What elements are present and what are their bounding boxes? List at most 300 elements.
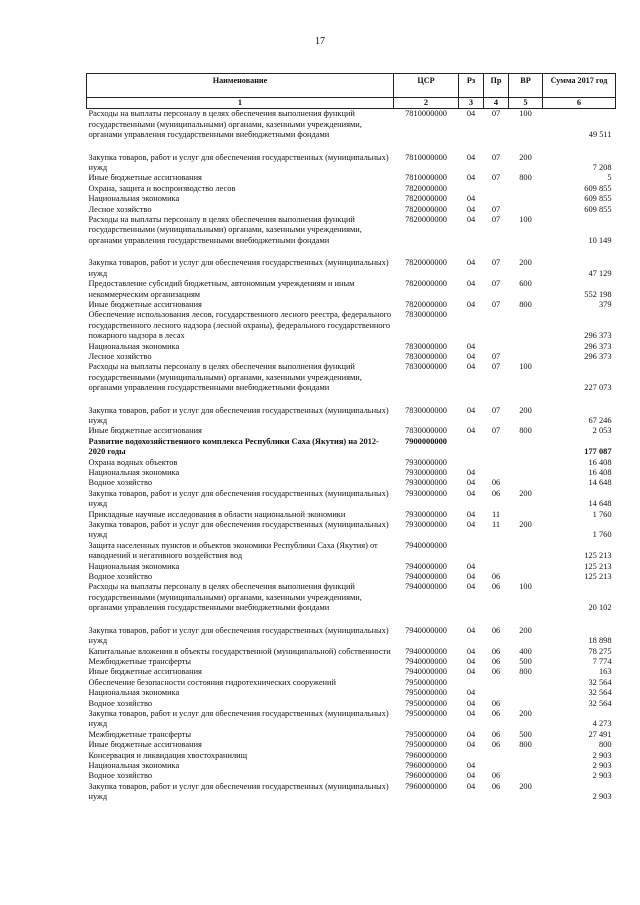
table-row bbox=[87, 657, 616, 667]
cell-pr: 07 bbox=[491, 109, 501, 119]
cell-rz bbox=[459, 458, 484, 468]
cell-sum: 609 855 bbox=[584, 204, 612, 214]
cell-name: Водное хозяйство bbox=[88, 572, 153, 582]
cell-rz: 04 bbox=[466, 204, 476, 214]
table-row bbox=[87, 300, 616, 310]
cell-sum: 5 bbox=[607, 173, 612, 183]
cell-csr: 7950000000 bbox=[405, 708, 447, 718]
table-row bbox=[87, 582, 616, 613]
cell-pr: 07 bbox=[491, 362, 501, 372]
cell-csr: 7830000000 bbox=[405, 362, 447, 372]
cell-name: Водное хозяйство bbox=[88, 698, 153, 708]
cell-rz bbox=[459, 437, 484, 458]
cell-name: Закупка товаров, работ и услуг для обеспечения государственных (муниципальных) нужд bbox=[88, 405, 389, 425]
spacer-cell bbox=[87, 614, 616, 626]
cell-csr: 7940000000 bbox=[405, 540, 447, 550]
cell-pr bbox=[484, 342, 509, 352]
table-row bbox=[87, 520, 616, 541]
cell-pr: 07 bbox=[491, 258, 501, 268]
cell-name: Капитальные вложения в объекты государственной (муниципальной) собственности bbox=[88, 646, 391, 656]
cell-pr bbox=[484, 458, 509, 468]
cell-name: Национальная экономика bbox=[88, 561, 180, 571]
header-pr: Пр bbox=[484, 74, 509, 98]
cell-pr bbox=[484, 310, 509, 341]
index-cell: 1 bbox=[87, 98, 394, 109]
cell-pr: 06 bbox=[491, 646, 501, 656]
cell-sum: 2 053 bbox=[592, 426, 612, 436]
cell-vr: 800 bbox=[519, 667, 532, 677]
cell-pr: 06 bbox=[491, 698, 501, 708]
cell-sum: 32 564 bbox=[588, 688, 612, 698]
table-row bbox=[87, 173, 616, 183]
cell-vr bbox=[509, 688, 543, 698]
cell-vr bbox=[509, 510, 543, 520]
index-cell: 5 bbox=[509, 98, 543, 109]
cell-rz: 04 bbox=[466, 109, 476, 119]
cell-rz: 04 bbox=[466, 656, 476, 666]
cell-name: Иные бюджетные ассигнования bbox=[88, 740, 202, 750]
table-row bbox=[87, 362, 616, 393]
table-row bbox=[87, 153, 616, 174]
cell-pr bbox=[484, 761, 509, 771]
cell-name: Закупка товаров, работ и услуг для обеспечения государственных (муниципальных) нужд bbox=[88, 488, 389, 509]
cell-rz: 04 bbox=[466, 646, 476, 656]
cell-csr: 7930000000 bbox=[405, 468, 447, 477]
cell-sum: 163 bbox=[598, 667, 612, 677]
cell-csr: 7820000000 bbox=[405, 279, 447, 289]
cell-name: Закупка товаров, работ и услуг для обеспечения государственных (муниципальных) нужд bbox=[88, 152, 389, 173]
cell-sum: 67 246 bbox=[588, 415, 612, 425]
cell-vr bbox=[509, 761, 543, 771]
cell-pr: 07 bbox=[491, 204, 501, 214]
cell-sum: 2 903 bbox=[592, 792, 612, 802]
cell-csr: 7960000000 bbox=[405, 781, 447, 791]
table-row bbox=[87, 258, 616, 279]
cell-rz: 04 bbox=[466, 468, 476, 477]
cell-rz: 04 bbox=[466, 173, 476, 183]
cell-sum: 227 073 bbox=[584, 383, 612, 393]
cell-rz: 04 bbox=[466, 362, 476, 372]
cell-csr: 7950000000 bbox=[405, 677, 447, 687]
cell-sum: 14 648 bbox=[588, 478, 612, 488]
cell-pr bbox=[484, 688, 509, 698]
table-row bbox=[87, 678, 616, 688]
cell-name: Водное хозяйство bbox=[88, 771, 153, 781]
cell-vr bbox=[509, 478, 543, 488]
header-csr: ЦСР bbox=[394, 74, 459, 98]
cell-sum: 125 213 bbox=[584, 572, 612, 582]
cell-name: Иные бюджетные ассигнования bbox=[88, 667, 202, 677]
cell-sum: 379 bbox=[598, 299, 612, 309]
cell-csr: 7810000000 bbox=[405, 152, 447, 162]
cell-rz bbox=[459, 184, 484, 194]
cell-name: Закупка товаров, работ и услуг для обеспечения государственных (муниципальных) нужд bbox=[88, 781, 389, 802]
cell-vr: 100 bbox=[519, 582, 532, 592]
cell-rz: 04 bbox=[466, 299, 476, 309]
cell-vr bbox=[509, 310, 543, 341]
cell-sum: 18 898 bbox=[588, 636, 612, 646]
cell-vr bbox=[509, 699, 543, 709]
index-row bbox=[87, 98, 616, 109]
cell-vr bbox=[509, 468, 543, 478]
cell-pr bbox=[484, 437, 509, 458]
table-row bbox=[87, 562, 616, 572]
cell-csr: 7940000000 bbox=[405, 646, 447, 656]
cell-vr bbox=[509, 458, 543, 468]
cell-rz bbox=[459, 751, 484, 761]
cell-vr bbox=[509, 572, 543, 582]
cell-csr: 7820000000 bbox=[405, 299, 447, 309]
cell-pr bbox=[484, 678, 509, 688]
cell-sum: 7 774 bbox=[592, 656, 612, 666]
cell-pr: 07 bbox=[491, 351, 501, 361]
header-row bbox=[87, 74, 616, 98]
cell-name: Охрана, защита и воспроизводство лесов bbox=[88, 183, 236, 193]
cell-csr: 7820000000 bbox=[405, 194, 447, 204]
table-row bbox=[87, 458, 616, 468]
cell-csr: 7830000000 bbox=[405, 310, 447, 320]
table-row bbox=[87, 510, 616, 520]
cell-name: Национальная экономика bbox=[88, 760, 180, 770]
cell-rz: 04 bbox=[466, 771, 476, 781]
cell-name: Иные бюджетные ассигнования bbox=[88, 299, 202, 309]
cell-sum: 32 564 bbox=[588, 677, 612, 687]
cell-vr bbox=[509, 194, 543, 204]
cell-pr: 06 bbox=[491, 625, 501, 635]
cell-rz: 04 bbox=[466, 194, 476, 204]
cell-name: Водное хозяйство bbox=[88, 478, 153, 488]
index-cell: 6 bbox=[543, 98, 616, 109]
cell-pr bbox=[484, 541, 509, 562]
cell-vr: 800 bbox=[519, 173, 532, 183]
cell-pr: 11 bbox=[491, 509, 501, 519]
table-row bbox=[87, 541, 616, 562]
cell-pr: 06 bbox=[491, 708, 501, 718]
cell-rz: 04 bbox=[466, 688, 476, 698]
table-row bbox=[87, 751, 616, 761]
cell-vr: 200 bbox=[519, 258, 532, 268]
cell-rz bbox=[459, 310, 484, 341]
cell-pr bbox=[484, 184, 509, 194]
cell-vr bbox=[509, 562, 543, 572]
cell-pr: 06 bbox=[491, 478, 501, 488]
cell-rz: 04 bbox=[466, 667, 476, 677]
cell-sum: 2 903 bbox=[592, 760, 612, 770]
spacer-cell bbox=[87, 246, 616, 258]
cell-sum: 2 903 bbox=[592, 750, 612, 760]
cell-pr: 11 bbox=[491, 520, 501, 530]
table-row bbox=[87, 437, 616, 458]
cell-rz: 04 bbox=[466, 351, 476, 361]
cell-vr bbox=[509, 678, 543, 688]
cell-sum: 16 408 bbox=[588, 468, 612, 477]
cell-vr bbox=[509, 352, 543, 362]
cell-csr: 7960000000 bbox=[405, 771, 447, 781]
cell-sum: 177 087 bbox=[584, 447, 612, 457]
cell-name: Расходы на выплаты персоналу в целях обеспечения выполнения функций государственными (муниципальными) органами, казенными учреждениями, органами управления государственными внебюджетными фондами bbox=[88, 582, 362, 613]
table-row bbox=[87, 352, 616, 362]
cell-name: Иные бюджетные ассигнования bbox=[88, 426, 202, 436]
table-row bbox=[87, 740, 616, 750]
cell-rz: 04 bbox=[466, 708, 476, 718]
cell-vr bbox=[509, 541, 543, 562]
table-row bbox=[87, 699, 616, 709]
cell-sum: 296 373 bbox=[584, 341, 612, 351]
cell-csr: 7820000000 bbox=[405, 258, 447, 268]
cell-name: Обеспечение использования лесов, государственного лесного реестра, федерального государственного лесного надзора (лесной охраны), федерального государственного пожарного надзора в лесах bbox=[88, 310, 392, 341]
cell-vr: 200 bbox=[519, 520, 532, 530]
cell-rz: 04 bbox=[466, 781, 476, 791]
cell-vr: 800 bbox=[519, 740, 532, 750]
cell-vr bbox=[509, 771, 543, 781]
cell-sum: 125 213 bbox=[584, 561, 612, 571]
cell-name: Защита населенных пунктов и объектов экономики Республики Саха (Якутия) от наводнений и негативного воздействия вод bbox=[88, 540, 378, 561]
cell-name: Прикладные научные исследования в области национальной экономики bbox=[88, 509, 346, 519]
cell-csr: 7940000000 bbox=[405, 656, 447, 666]
cell-pr: 06 bbox=[491, 771, 501, 781]
cell-pr: 06 bbox=[491, 582, 501, 592]
table-row bbox=[87, 647, 616, 657]
index-cell: 4 bbox=[484, 98, 509, 109]
cell-sum: 14 648 bbox=[588, 499, 612, 509]
cell-vr bbox=[509, 751, 543, 761]
cell-name: Закупка товаров, работ и услуг для обеспечения государственных (муниципальных) нужд bbox=[88, 258, 389, 278]
table-row bbox=[87, 761, 616, 771]
cell-sum: 4 273 bbox=[592, 719, 612, 729]
cell-csr: 7830000000 bbox=[405, 351, 447, 361]
row-spacer bbox=[87, 394, 616, 406]
spacer-cell bbox=[87, 141, 616, 153]
cell-name: Закупка товаров, работ и услуг для обеспечения государственных (муниципальных) нужд bbox=[88, 625, 389, 646]
cell-rz: 04 bbox=[466, 625, 476, 635]
table-row bbox=[87, 489, 616, 510]
cell-csr: 7940000000 bbox=[405, 582, 447, 592]
cell-vr: 100 bbox=[519, 215, 532, 225]
cell-rz: 04 bbox=[466, 729, 476, 739]
cell-sum: 32 564 bbox=[588, 698, 612, 708]
cell-pr: 07 bbox=[491, 279, 501, 289]
cell-rz: 04 bbox=[466, 258, 476, 268]
cell-csr: 7940000000 bbox=[405, 667, 447, 677]
cell-pr: 06 bbox=[491, 488, 501, 498]
cell-csr: 7930000000 bbox=[405, 457, 447, 467]
cell-vr: 200 bbox=[519, 488, 532, 498]
cell-csr: 7810000000 bbox=[405, 173, 447, 183]
cell-rz bbox=[459, 678, 484, 688]
table-row bbox=[87, 688, 616, 698]
cell-vr bbox=[509, 184, 543, 194]
cell-sum: 800 bbox=[598, 740, 612, 750]
cell-sum: 20 102 bbox=[588, 603, 612, 613]
cell-csr: 7940000000 bbox=[405, 572, 447, 582]
table-row bbox=[87, 468, 616, 478]
cell-rz: 04 bbox=[466, 426, 476, 436]
cell-name: Лесное хозяйство bbox=[88, 351, 152, 361]
cell-sum: 27 491 bbox=[588, 729, 612, 739]
cell-rz: 04 bbox=[466, 488, 476, 498]
header-sum: Сумма 2017 год bbox=[543, 74, 616, 98]
table-row bbox=[87, 109, 616, 141]
cell-rz: 04 bbox=[466, 341, 476, 351]
cell-vr: 200 bbox=[519, 708, 532, 718]
cell-vr: 200 bbox=[519, 405, 532, 415]
cell-name: Охрана водных объектов bbox=[88, 457, 178, 467]
header-name: Наименование bbox=[87, 74, 394, 98]
cell-vr bbox=[509, 205, 543, 215]
cell-pr: 06 bbox=[491, 572, 501, 582]
cell-sum: 552 198 bbox=[584, 289, 612, 299]
cell-csr: 7810000000 bbox=[405, 109, 447, 119]
cell-pr: 07 bbox=[491, 299, 501, 309]
cell-sum: 78 275 bbox=[588, 646, 612, 656]
cell-csr: 7960000000 bbox=[405, 760, 447, 770]
cell-sum: 609 855 bbox=[584, 194, 612, 204]
cell-sum: 296 373 bbox=[584, 351, 612, 361]
header-rz: Рз bbox=[459, 74, 484, 98]
cell-vr: 400 bbox=[519, 646, 532, 656]
cell-csr: 7820000000 bbox=[405, 204, 447, 214]
table-row bbox=[87, 771, 616, 781]
cell-name: Национальная экономика bbox=[88, 688, 180, 698]
cell-vr: 100 bbox=[519, 109, 532, 119]
table-row bbox=[87, 478, 616, 488]
cell-rz: 04 bbox=[466, 152, 476, 162]
cell-name: Лесное хозяйство bbox=[88, 204, 152, 214]
cell-csr: 7950000000 bbox=[405, 688, 447, 698]
cell-vr: 500 bbox=[519, 729, 532, 739]
cell-sum: 1 760 bbox=[592, 530, 612, 540]
cell-rz: 04 bbox=[466, 215, 476, 225]
page-number: 17 bbox=[315, 36, 325, 47]
cell-vr bbox=[509, 437, 543, 458]
cell-csr: 7830000000 bbox=[405, 405, 447, 415]
cell-pr: 07 bbox=[491, 215, 501, 225]
cell-name: Предоставление субсидий бюджетным, автономным учреждениям и иным некоммерческим организациям bbox=[88, 279, 355, 299]
cell-rz: 04 bbox=[466, 582, 476, 592]
cell-vr bbox=[509, 342, 543, 352]
row-spacer bbox=[87, 614, 616, 626]
cell-rz: 04 bbox=[466, 509, 476, 519]
cell-csr: 7940000000 bbox=[405, 625, 447, 635]
cell-csr: 7930000000 bbox=[405, 520, 447, 530]
cell-csr: 7930000000 bbox=[405, 488, 447, 498]
row-spacer bbox=[87, 246, 616, 258]
cell-name: Национальная экономика bbox=[88, 194, 180, 204]
cell-rz: 04 bbox=[466, 760, 476, 770]
cell-csr: 7820000000 bbox=[405, 215, 447, 225]
cell-sum: 1 760 bbox=[592, 509, 612, 519]
cell-vr: 200 bbox=[519, 152, 532, 162]
cell-name: Расходы на выплаты персоналу в целях обеспечения выполнения функций государственными (муниципальными) органами, казенными учреждениями, органами управления государственными внебюджетными фондами bbox=[88, 362, 362, 393]
table-row bbox=[87, 184, 616, 194]
cell-pr: 07 bbox=[491, 426, 501, 436]
cell-rz: 04 bbox=[466, 740, 476, 750]
cell-pr: 06 bbox=[491, 740, 501, 750]
cell-pr: 07 bbox=[491, 173, 501, 183]
cell-sum: 47 129 bbox=[588, 268, 612, 278]
cell-rz: 04 bbox=[466, 478, 476, 488]
cell-vr: 800 bbox=[519, 426, 532, 436]
cell-name: Закупка товаров, работ и услуг для обеспечения государственных (муниципальных) нужд bbox=[88, 708, 389, 729]
table-row bbox=[87, 310, 616, 341]
index-cell: 3 bbox=[459, 98, 484, 109]
cell-sum: 2 903 bbox=[592, 771, 612, 781]
cell-sum: 7 208 bbox=[592, 163, 612, 173]
cell-name: Развитие водохозяйственного комплекса Республики Саха (Якутия) на 2012-2020 годы bbox=[88, 436, 379, 457]
cell-name: Расходы на выплаты персоналу в целях обеспечения выполнения функций государственными (муниципальными) органами, казенными учреждениями, органами управления государственными внебюджетными фондами bbox=[88, 215, 362, 245]
cell-vr: 100 bbox=[519, 362, 532, 372]
cell-rz: 04 bbox=[466, 405, 476, 415]
cell-pr bbox=[484, 194, 509, 204]
cell-name: Межбюджетные трансферты bbox=[88, 729, 192, 739]
cell-csr: 7820000000 bbox=[405, 183, 447, 193]
cell-name: Закупка товаров, работ и услуг для обеспечения государственных (муниципальных) нужд bbox=[88, 520, 389, 540]
table-row bbox=[87, 426, 616, 436]
cell-sum: 16 408 bbox=[588, 457, 612, 467]
cell-rz: 04 bbox=[466, 561, 476, 571]
cell-pr bbox=[484, 468, 509, 478]
cell-csr: 7950000000 bbox=[405, 729, 447, 739]
table-row bbox=[87, 709, 616, 730]
cell-pr: 06 bbox=[491, 667, 501, 677]
cell-name: Национальная экономика bbox=[88, 341, 180, 351]
table-row bbox=[87, 572, 616, 582]
table-row bbox=[87, 782, 616, 803]
cell-vr: 800 bbox=[519, 299, 532, 309]
cell-rz: 04 bbox=[466, 279, 476, 289]
cell-sum: 49 511 bbox=[588, 130, 612, 140]
cell-pr: 06 bbox=[491, 729, 501, 739]
cell-name: Обеспечение безопасности состояния гидротехнических сооружений bbox=[88, 677, 337, 687]
cell-rz: 04 bbox=[466, 520, 476, 530]
cell-rz bbox=[459, 541, 484, 562]
cell-vr: 200 bbox=[519, 781, 532, 791]
cell-name: Иные бюджетные ассигнования bbox=[88, 173, 202, 183]
cell-csr: 7900000000 bbox=[405, 436, 447, 446]
table-row bbox=[87, 215, 616, 246]
cell-csr: 7950000000 bbox=[405, 698, 447, 708]
cell-pr: 06 bbox=[491, 656, 501, 666]
table-row bbox=[87, 626, 616, 647]
cell-pr: 07 bbox=[491, 152, 501, 162]
table-row bbox=[87, 342, 616, 352]
cell-pr: 06 bbox=[491, 781, 501, 791]
table-row bbox=[87, 667, 616, 677]
table-row bbox=[87, 406, 616, 427]
cell-name: Консервация и ликвидация хвостохранилищ bbox=[88, 750, 248, 760]
cell-sum: 296 373 bbox=[584, 331, 612, 341]
cell-rz: 04 bbox=[466, 572, 476, 582]
table-row bbox=[87, 730, 616, 740]
cell-name: Национальная экономика bbox=[88, 468, 180, 477]
cell-sum: 10 149 bbox=[588, 235, 612, 245]
cell-pr bbox=[484, 751, 509, 761]
cell-csr: 7830000000 bbox=[405, 426, 447, 436]
cell-csr: 7950000000 bbox=[405, 740, 447, 750]
table-row bbox=[87, 194, 616, 204]
cell-sum: 609 855 bbox=[584, 183, 612, 193]
cell-csr: 7830000000 bbox=[405, 341, 447, 351]
cell-csr: 7930000000 bbox=[405, 509, 447, 519]
cell-name: Расходы на выплаты персоналу в целях обеспечения выполнения функций государственными (муниципальными) органами, казенными учреждениями, органами управления государственными внебюджетными фондами bbox=[88, 109, 362, 140]
budget-table bbox=[86, 73, 616, 803]
cell-pr: 07 bbox=[491, 405, 501, 415]
cell-csr: 7960000000 bbox=[405, 750, 447, 760]
cell-vr: 200 bbox=[519, 625, 532, 635]
cell-csr: 7940000000 bbox=[405, 561, 447, 571]
table-row bbox=[87, 205, 616, 215]
cell-vr: 500 bbox=[519, 656, 532, 666]
